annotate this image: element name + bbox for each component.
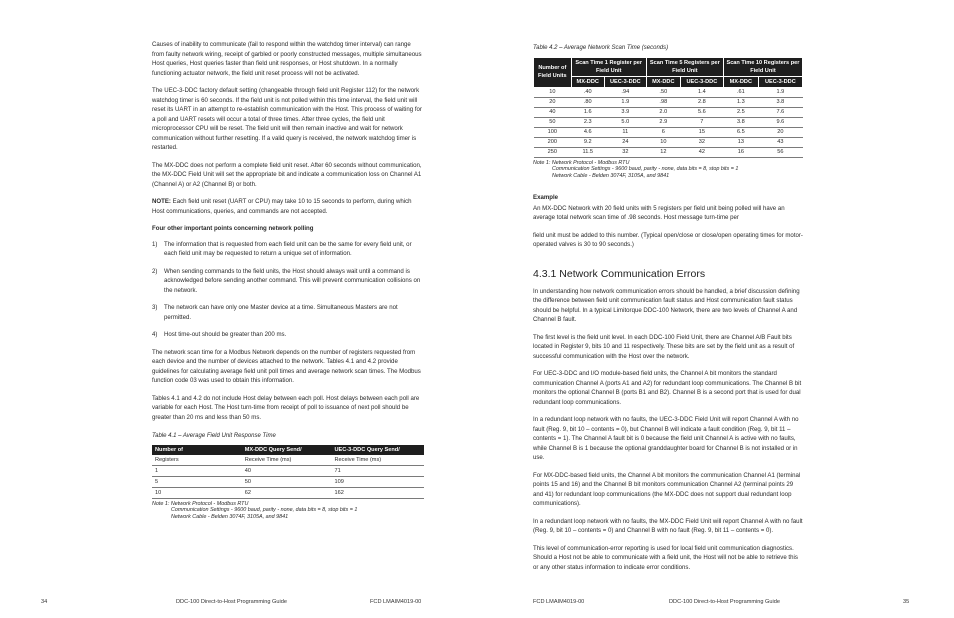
table-cell: 7 bbox=[680, 117, 723, 127]
table-header-cell: MX-DDC bbox=[723, 76, 758, 87]
table-cell: 24 bbox=[604, 137, 646, 147]
table-cell: 6 bbox=[646, 127, 680, 137]
table-row bbox=[534, 127, 803, 137]
table-4-2-caption: Table 4.2 – Average Network Scan Time (seconds) bbox=[533, 45, 669, 51]
footer-page-number: 34 bbox=[41, 599, 48, 605]
table-cell: 3.8 bbox=[758, 97, 802, 107]
list-number: 2) bbox=[152, 267, 158, 275]
table-row bbox=[534, 97, 803, 107]
table-header-row bbox=[534, 57, 803, 76]
table-cell: 1.6 bbox=[571, 107, 604, 117]
paragraph-mx-redundant-loop: In a redundant loop network with no faults, the MX-DDC Field Unit will report Channel A with no fault (Reg. 9, bit 10 – contents = 0) and Channel B with no fault (Reg. 9, bit 11 – contents = 0). bbox=[533, 517, 803, 535]
table-header-cell: UEC-3-DDC bbox=[758, 76, 802, 87]
list-item bbox=[152, 267, 424, 296]
table-cell: 12 bbox=[646, 147, 680, 157]
table-cell: .61 bbox=[723, 87, 758, 97]
note-line: Network Cable - Belden 3074F, 3105A, and 9841 bbox=[171, 513, 289, 520]
table-header-cell: Number of bbox=[152, 445, 242, 455]
table-header-cell: UEC-3-DDC bbox=[680, 76, 723, 87]
table-row bbox=[152, 455, 424, 466]
paragraph-scan-time: The network scan time for a Modbus Network depends on the number of registers requested from each device and the number of devices attached to the network. Tables 4.1 and 4.2 provide guidelines for calculating average field unit poll times and average network scan times. The Modbus function code 03 was used to obtain this information. bbox=[152, 348, 421, 384]
table-row bbox=[152, 476, 424, 487]
polling-heading: Four other important points concerning network polling bbox=[152, 225, 314, 232]
list-item bbox=[152, 240, 424, 259]
note-line: Communication Settings - 9600 baud, parity - none, data bits = 8, stop bits = 1 bbox=[171, 507, 358, 514]
table-cell: 2.5 bbox=[723, 107, 758, 117]
table-cell: 32 bbox=[680, 137, 723, 147]
table-cell: 9.6 bbox=[758, 117, 802, 127]
table-cell: .40 bbox=[571, 87, 604, 97]
table-cell: Registers bbox=[152, 455, 242, 466]
table-cell: 20 bbox=[758, 127, 802, 137]
table-row bbox=[534, 107, 803, 117]
paragraph-host-delay: Tables 4.1 and 4.2 do not include Host delay between each poll. Host delays between each poll are variable for each Host. The Host turn-time from receipt of poll to issuance of next poll should be greater than 20 ms and less than 50 ms. bbox=[152, 394, 420, 421]
paragraph-diagnostics: This level of communication-error reporting is used for local field unit communication diagnostics. Should a Host not be able to communicate with a field unit, the Host will not be able to retrieve this or any other status information to indicate error conditions. bbox=[533, 544, 798, 571]
list-number: 3) bbox=[152, 304, 158, 311]
list-number: 1) bbox=[152, 240, 158, 248]
paragraph-mx-channels: For MX-DDC-based field units, the Channel A bit monitors the communication Channel A1 (terminal points 15 and 16) and the Channel B bit monitors communication Channel A2 (terminal points 29 and 41) for redundant loop communications (the MX-DDC does not support dual redundant loop communications). bbox=[533, 471, 801, 508]
paragraph-mx-ddc-reset: The MX-DDC does not perform a complete field unit reset. After 60 seconds without communication, the MX-DDC Field Unit will set the appropriate bit and indicate a communication loss on Channel A1 (Channel A) or A2 (Channel B) or both. bbox=[152, 161, 422, 188]
left-column bbox=[152, 40, 424, 520]
table-header-cell: Number of Field Units bbox=[534, 57, 572, 87]
table-cell: 11 bbox=[604, 127, 646, 137]
footer-guide-title: DDC-100 Direct-to-Host Programming Guide bbox=[669, 599, 780, 605]
table-cell: 56 bbox=[758, 147, 802, 157]
table-cell: .80 bbox=[571, 97, 604, 107]
list-text: Host time-out should be greater than 200 ms. bbox=[164, 331, 287, 338]
paragraph-uec-redundant-loop: In a redundant loop network with no faults, the UEC-3-DDC Field Unit will report Channel A with no fault (Reg. 9, bit 10 – contents = 0), but Channel B will indicate a fault condition (Reg. 9, bit 11 – contents = 1). The Channel A fault bit is 0 because the field unit Channel A is active with no faults, while Channel B is 1 because the optional granddaughter board for Channel B is not installed or in use. bbox=[533, 416, 799, 462]
table-4-2-notes bbox=[533, 160, 803, 180]
example-text: An MX-DDC Network with 20 field units with 5 registers per field unit being polled will have an average total network scan time of .98 seconds. Host message turn-time per bbox=[533, 204, 785, 222]
list-text: The information that is requested from each field unit can be the same for every field unit, or each field unit may be requested to return a unique set of information. bbox=[164, 240, 412, 257]
table-header-cell: Scan Time 5 Registers per Field Unit bbox=[646, 57, 723, 76]
table-cell: 1 bbox=[152, 465, 242, 476]
table-row bbox=[152, 487, 424, 498]
table-cell: 2.9 bbox=[646, 117, 680, 127]
table-cell: 3.9 bbox=[604, 107, 646, 117]
note-line: Note 1: Network Protocol - Modbus RTU bbox=[533, 159, 630, 166]
table-cell: 1.4 bbox=[680, 87, 723, 97]
right-column bbox=[533, 40, 803, 580]
table-row bbox=[534, 117, 803, 127]
note-paragraph bbox=[152, 197, 424, 216]
list-item bbox=[152, 303, 424, 322]
table-cell: Receive Time (ms) bbox=[242, 455, 332, 466]
note-line: Network Cable - Belden 3074F, 3105A, and 9841 bbox=[552, 172, 670, 179]
table-header-cell: MX-DDC bbox=[571, 76, 604, 87]
table-cell: 5.6 bbox=[680, 107, 723, 117]
footer-doc-code: FCD LMAIM4019-00 bbox=[533, 599, 585, 605]
table-cell: 15 bbox=[680, 127, 723, 137]
table-cell: 5 bbox=[152, 476, 242, 487]
polling-points-list bbox=[152, 240, 424, 340]
list-text: When sending commands to the field units, the Host should always wait until a command is acknowledged before sending another command. This will prevent communication collisions on the network. bbox=[164, 267, 421, 294]
table-header-cell: UEC-3-DDC bbox=[604, 76, 646, 87]
table-4-2-body bbox=[534, 87, 803, 157]
table-cell: 40 bbox=[242, 465, 332, 476]
example-heading: Example bbox=[533, 194, 559, 202]
table-cell: 32 bbox=[604, 147, 646, 157]
table-header-cell: UEC-3-DDC Query Send/ bbox=[332, 445, 425, 455]
table-cell: 16 bbox=[723, 147, 758, 157]
table-4-1-caption: Table 4.1 – Average Field Unit Response Time bbox=[152, 433, 276, 439]
table-header-cell: Scan Time 1 Register per Field Unit bbox=[571, 57, 646, 76]
table-header-cell: Scan Time 10 Registers per Field Unit bbox=[723, 57, 802, 76]
table-cell: .98 bbox=[646, 97, 680, 107]
table-cell: 13 bbox=[723, 137, 758, 147]
table-cell: 162 bbox=[332, 487, 425, 498]
table-header-cell: MX-DDC bbox=[646, 76, 680, 87]
table-cell: 42 bbox=[680, 147, 723, 157]
table-cell: 250 bbox=[534, 147, 572, 157]
table-row bbox=[534, 87, 803, 97]
note-line: Communication Settings - 9600 baud, parity - none, data bits = 8, stop bits = 1 bbox=[552, 166, 739, 173]
table-cell: 10 bbox=[534, 87, 572, 97]
table-cell: 1.9 bbox=[604, 97, 646, 107]
table-header-cell: MX-DDC Query Send/ bbox=[242, 445, 332, 455]
list-number: 4) bbox=[152, 331, 158, 338]
table-header-row bbox=[152, 445, 424, 455]
table-cell: 10 bbox=[646, 137, 680, 147]
table-cell: 2.3 bbox=[571, 117, 604, 127]
table-cell: 71 bbox=[332, 465, 425, 476]
table-cell: 1.3 bbox=[723, 97, 758, 107]
paragraph-causes: Causes of inability to communicate (fail to respond within the watchdog timer interval) can range from faulty network wiring, receipt of garbled or poorly constructed messages, multiple simultaneous Host queries, Host queries faster than field unit responses, or Host shutdown. In a normally functioning actuator network, the field unit reset process will not be activated. bbox=[152, 41, 422, 77]
table-cell: 9.2 bbox=[571, 137, 604, 147]
table-cell: 43 bbox=[758, 137, 802, 147]
example-continued: field unit must be added to this number. (Typical open/close or close/open operating times for motor-operated valves is 30 to 90 seconds.) bbox=[533, 231, 803, 249]
table-cell: 20 bbox=[534, 97, 572, 107]
note-label: NOTE: bbox=[152, 198, 171, 205]
paragraph-understanding: In understanding how network communication errors should be handled, a brief discussion defining the difference between field unit communication fault status and Host communication fault status should be helpful. In a typical Limitorque DDC-100 Network, there are two levels of Channel A and Channel B fault. bbox=[533, 287, 800, 324]
table-cell: 100 bbox=[534, 127, 572, 137]
table-4-2 bbox=[533, 57, 803, 158]
table-4-1 bbox=[152, 445, 424, 499]
list-text: The network can have only one Master device at a time. Simultaneous Masters are not permitted. bbox=[164, 304, 398, 321]
paragraph-uec-channels: For UEC-3-DDC and I/O module-based field units, the Channel A bit monitors the standard communication Channel A (ports A1 and A2) for redundant loop communications. The Channel B bit monitors the optional Channel B (ports B1 and B2). Channel B is a second port that is used for dual redundant loop communications. bbox=[533, 370, 802, 406]
table-cell: 40 bbox=[534, 107, 572, 117]
table-cell: 50 bbox=[242, 476, 332, 487]
table-cell: 10 bbox=[152, 487, 242, 498]
table-4-1-notes bbox=[152, 501, 424, 521]
table-subheader-row bbox=[534, 76, 803, 87]
table-cell: Receive Time (ms) bbox=[332, 455, 425, 466]
table-cell: 109 bbox=[332, 476, 425, 487]
note-text: Each field unit reset (UART or CPU) may take 10 to 15 seconds to perform, during which Host communications, queries, and commands are not accepted. bbox=[152, 198, 412, 215]
list-item bbox=[152, 330, 424, 340]
table-row bbox=[534, 147, 803, 157]
table-cell: 1.9 bbox=[758, 87, 802, 97]
table-cell: 50 bbox=[534, 117, 572, 127]
footer-guide-title: DDC-100 Direct-to-Host Programming Guide bbox=[176, 599, 287, 605]
table-cell: 2.8 bbox=[680, 97, 723, 107]
paragraph-watchdog: The UEC-3-DDC factory default setting (changeable through field unit Register 112) for the network watchdog timer is 60 seconds. If the field unit is not polled within this time interval, the field unit will reset its UART in an attempt to re-establish communication with the Host. This process of waiting for a poll and UART resets will occur a total of three times. After three cycles, the field unit microprocessor CPU will be reset. The field unit will then remain inactive and wait for network communication without further resetting. If a valid query is received, the network watchdog timer is restarted. bbox=[152, 87, 422, 151]
table-cell: 6.5 bbox=[723, 127, 758, 137]
table-cell: 200 bbox=[534, 137, 572, 147]
table-cell: .50 bbox=[646, 87, 680, 97]
table-cell: 3.8 bbox=[723, 117, 758, 127]
table-cell: 11.5 bbox=[571, 147, 604, 157]
table-cell: .94 bbox=[604, 87, 646, 97]
footer-page-number: 35 bbox=[903, 599, 910, 605]
table-cell: 4.6 bbox=[571, 127, 604, 137]
table-cell: 2.0 bbox=[646, 107, 680, 117]
note-line: Note 1: Network Protocol - Modbus RTU bbox=[152, 500, 249, 507]
table-row bbox=[534, 137, 803, 147]
footer-doc-code: FCD LMAIM4019-00 bbox=[370, 599, 422, 605]
table-cell: 62 bbox=[242, 487, 332, 498]
table-cell: 5.0 bbox=[604, 117, 646, 127]
table-cell: 7.6 bbox=[758, 107, 802, 117]
table-row bbox=[152, 465, 424, 476]
paragraph-first-level: The first level is the field unit level. In each DDC-100 Field Unit, there are Channel A/B Fault bits located in Register 9, bits 10 and 11 respectively. These bits are set by the field unit as a result of successful communication with the Host over the network. bbox=[533, 333, 795, 360]
section-title: 4.3.1 Network Communication Errors bbox=[533, 267, 706, 280]
right-page bbox=[477, 0, 954, 618]
